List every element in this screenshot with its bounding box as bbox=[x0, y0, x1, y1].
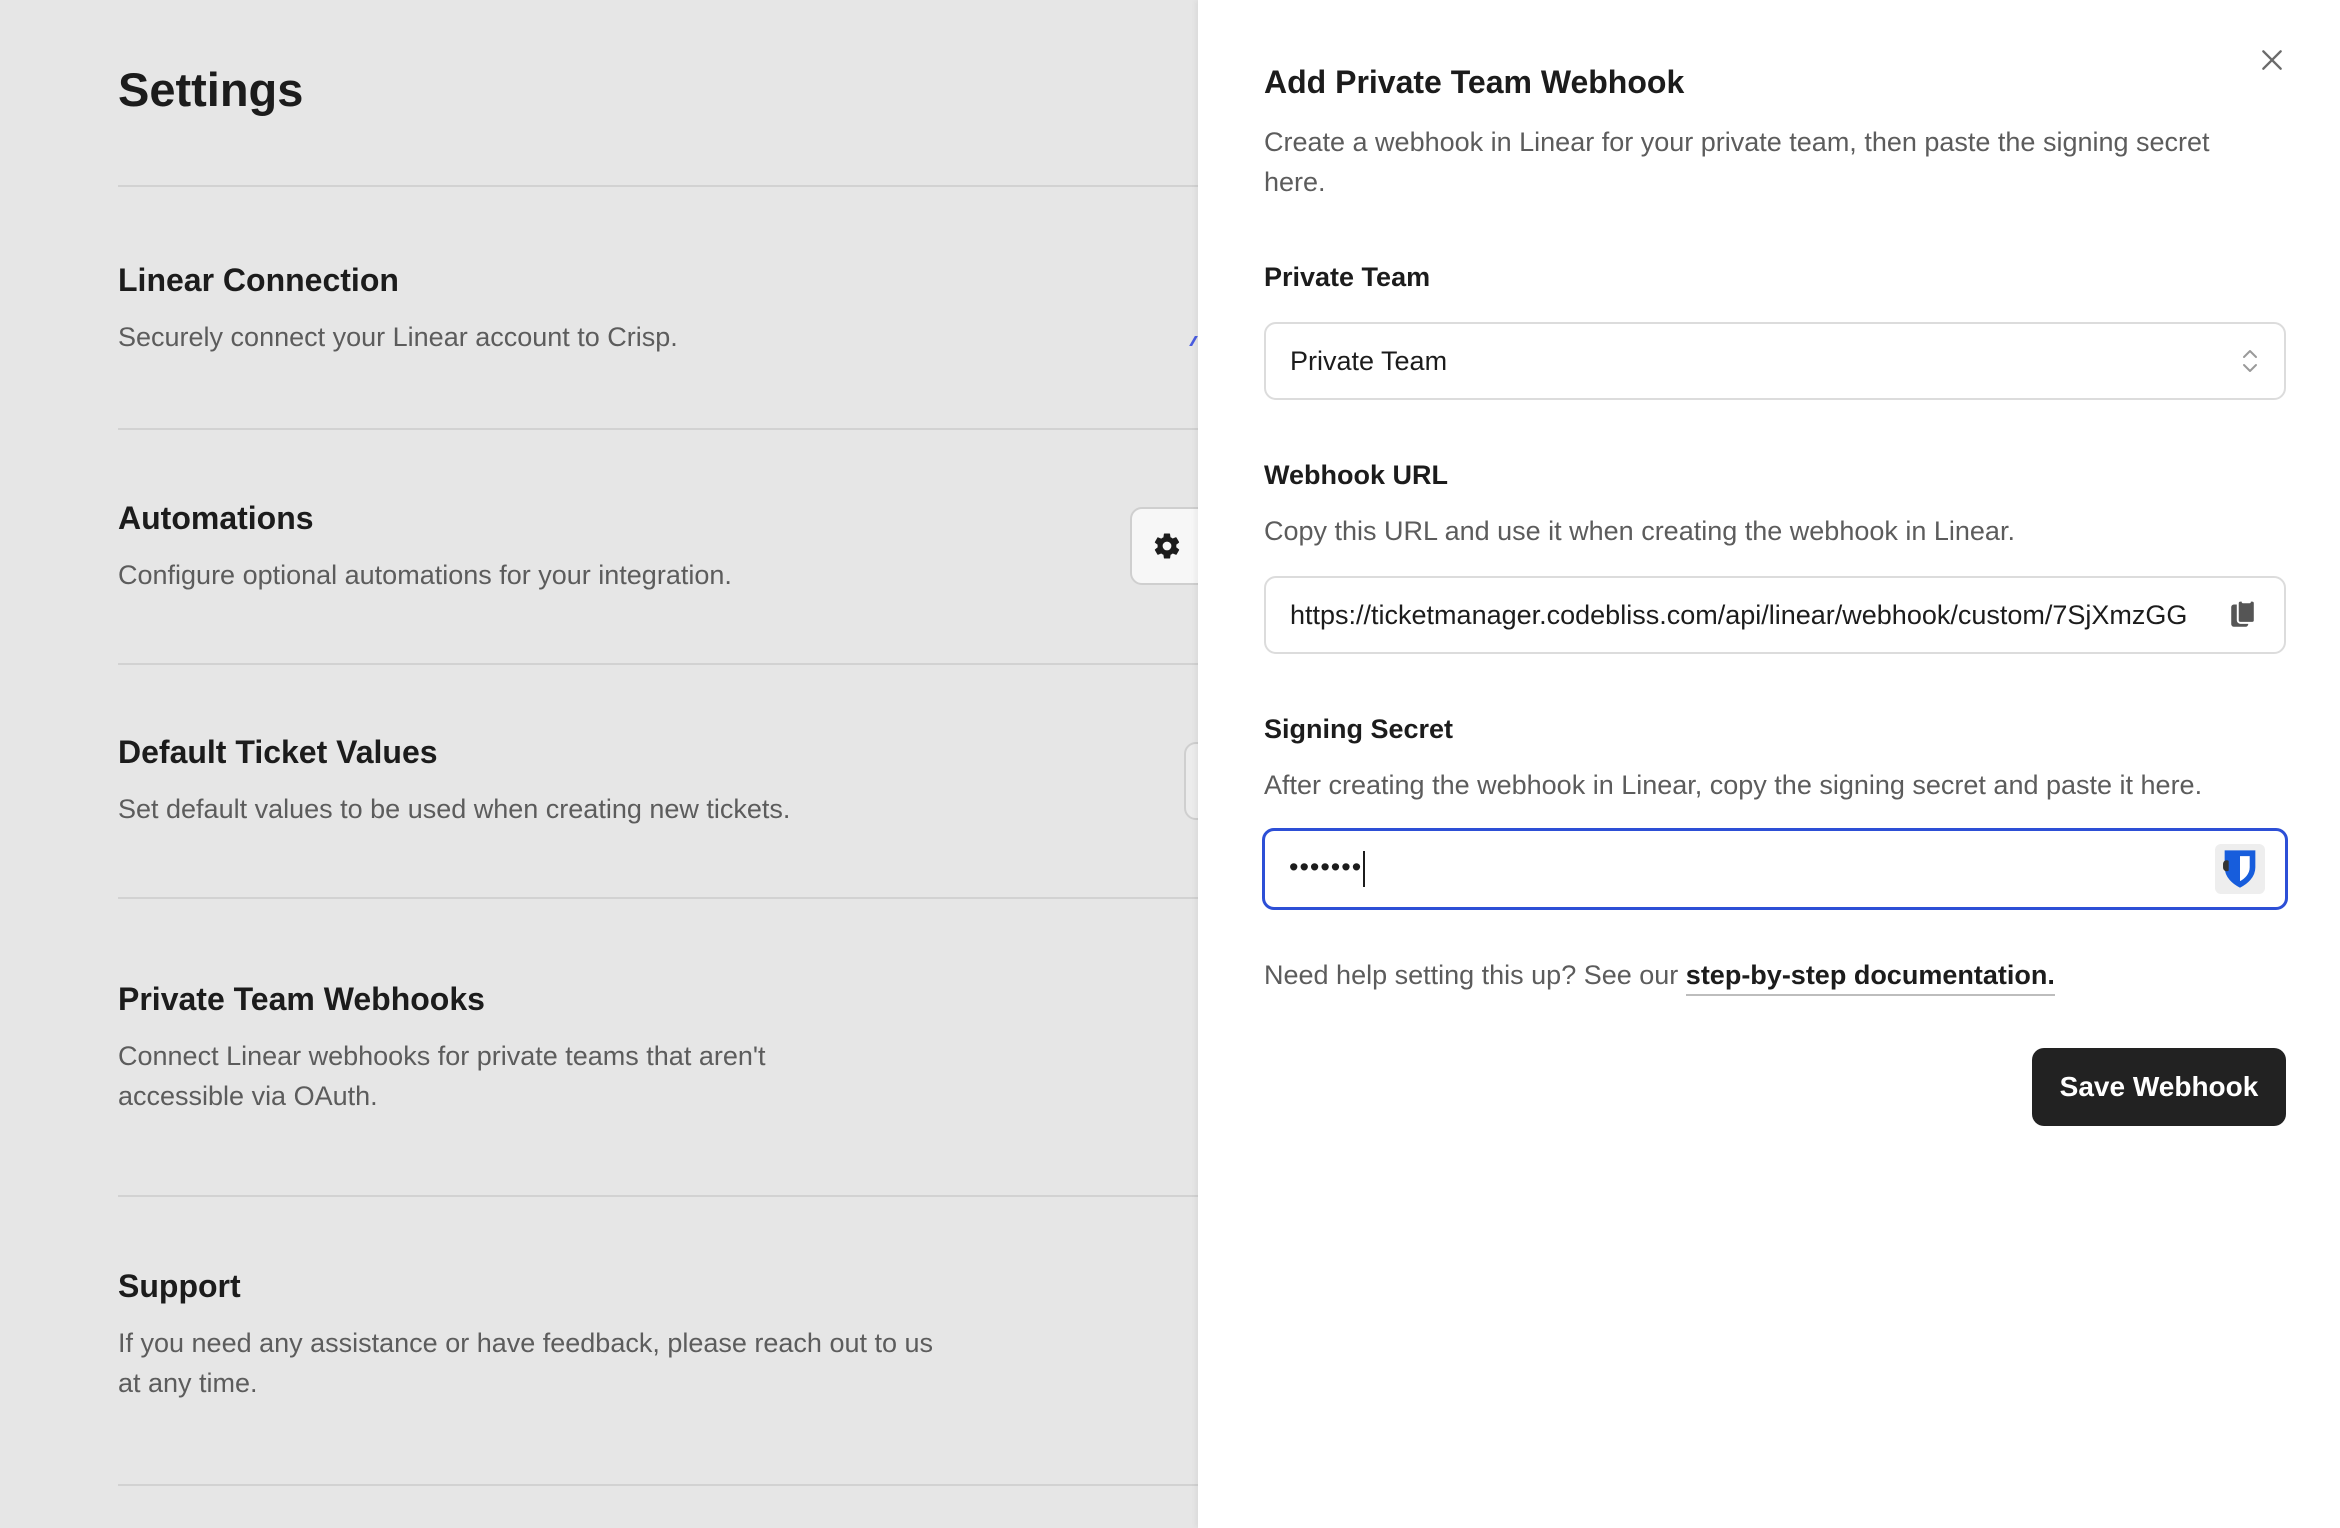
webhook-url-field[interactable] bbox=[1264, 576, 2286, 654]
section-title: Private Team Webhooks bbox=[118, 981, 485, 1017]
divider bbox=[118, 897, 1198, 899]
section-title: Automations bbox=[118, 500, 314, 536]
close-icon bbox=[2259, 47, 2285, 73]
documentation-link[interactable]: step-by-step documentation. bbox=[1686, 960, 2055, 996]
section-title: Support bbox=[118, 1268, 241, 1304]
section-description: Set default values to be used when creating new tickets. bbox=[118, 794, 791, 824]
section-description: Connect Linear webhooks for private teams that aren't accessible via OAuth. bbox=[118, 1041, 766, 1111]
section-private-team-webhooks bbox=[118, 981, 978, 1116]
private-team-select[interactable] bbox=[1264, 322, 2286, 400]
save-webhook-button[interactable]: Save Webhook bbox=[2032, 1048, 2286, 1126]
section-description: Configure optional automations for your integration. bbox=[118, 560, 732, 590]
private-team-label: Private Team bbox=[1264, 262, 1431, 292]
signing-secret-help: After creating the webhook in Linear, copy the signing secret and paste it here. bbox=[1264, 770, 2203, 800]
signing-secret-input[interactable] bbox=[1262, 828, 2288, 910]
bitwarden-shield-icon[interactable] bbox=[2215, 844, 2265, 894]
divider bbox=[118, 1484, 1198, 1486]
page-title: Settings bbox=[118, 63, 304, 116]
section-description: Securely connect your Linear account to Crisp. bbox=[118, 322, 678, 352]
webhook-url-value[interactable]: https://ticketmanager.codebliss.com/api/linear/webhook/custom/7SjXmzGG bbox=[1290, 599, 2188, 630]
drawer-description: Create a webhook in Linear for your private team, then paste the signing secret here. bbox=[1264, 127, 2210, 197]
copy-icon[interactable] bbox=[2226, 598, 2260, 632]
automations-settings-button[interactable] bbox=[1130, 507, 1198, 585]
text-caret bbox=[1363, 851, 1365, 887]
linear-connection-action-edge[interactable] bbox=[1189, 336, 1198, 346]
webhook-url-label: Webhook URL bbox=[1264, 460, 1448, 490]
section-automations bbox=[118, 500, 978, 595]
section-support bbox=[118, 1268, 978, 1403]
gear-icon bbox=[1152, 531, 1182, 561]
section-linear-connection bbox=[118, 262, 978, 357]
close-button[interactable] bbox=[2254, 42, 2290, 78]
divider bbox=[118, 428, 1198, 430]
section-description: If you need any assistance or have feedback, please reach out to us at any time. bbox=[118, 1328, 934, 1398]
divider bbox=[118, 185, 1198, 187]
section-title: Default Ticket Values bbox=[118, 734, 438, 770]
private-team-selected-value: Private Team bbox=[1290, 345, 1448, 376]
divider bbox=[118, 1195, 1198, 1197]
webhook-url-help: Copy this URL and use it when creating the webhook in Linear. bbox=[1264, 516, 2015, 546]
help-text: Need help setting this up? See our step-by-step documentation. bbox=[1264, 960, 2055, 991]
signing-secret-label: Signing Secret bbox=[1264, 714, 1454, 744]
chevron-up-down-icon bbox=[2240, 344, 2260, 378]
default-ticket-values-button[interactable] bbox=[1184, 742, 1198, 820]
signing-secret-value[interactable]: ••••••• bbox=[1289, 851, 2261, 887]
section-default-ticket-values bbox=[118, 734, 978, 829]
section-title: Linear Connection bbox=[118, 262, 399, 298]
divider bbox=[118, 663, 1198, 665]
drawer-title: Add Private Team Webhook bbox=[1264, 64, 1685, 100]
add-webhook-drawer bbox=[1198, 0, 2340, 1528]
